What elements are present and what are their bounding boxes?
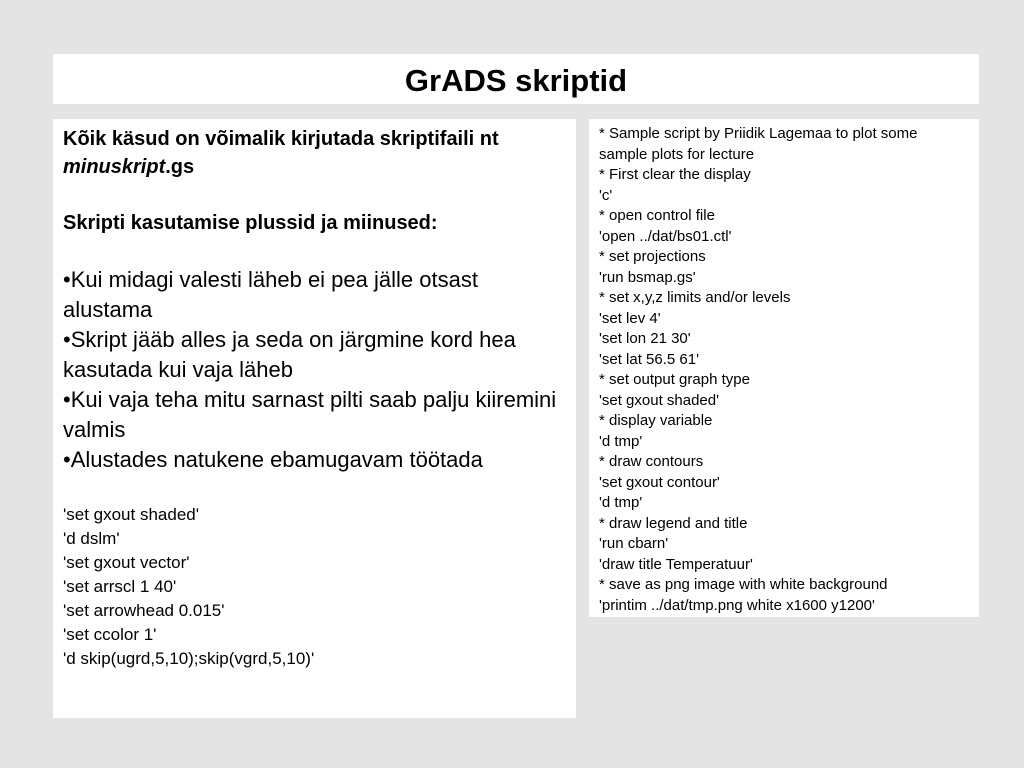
- intro-filename: minuskript: [63, 156, 166, 178]
- script-line: * set projections: [599, 248, 706, 265]
- script-line: 'set lon 21 30': [599, 330, 691, 347]
- script-line: 'open ../dat/bs01.ctl': [599, 227, 732, 245]
- code-line: 'set ccolor 1': [63, 625, 157, 644]
- script-line: 'c': [599, 186, 613, 204]
- code-line: 'set gxout shaded': [63, 505, 199, 524]
- script-line: * save as png image with white background: [599, 576, 888, 593]
- title-panel: [53, 54, 979, 104]
- script-line: 'd tmp': [599, 494, 643, 511]
- script-line: * draw contours: [599, 453, 704, 470]
- code-line: 'set arrowhead 0.015': [63, 601, 225, 620]
- script-line: 'd tmp': [599, 432, 643, 450]
- script-line: 'set lev 4': [599, 309, 661, 327]
- script-line: * display variable: [599, 412, 713, 429]
- script-line: 'printim ../dat/tmp.png white x1600 y1200': [599, 596, 875, 614]
- bullet-item: •Kui midagi valesti läheb ei pea jälle otsast alustama: [63, 267, 478, 322]
- pros-cons-heading: Skripti kasutamise plussid ja miinused:: [63, 212, 438, 234]
- bullet-item: •Alustades natukene ebamugavam töötada: [63, 447, 483, 472]
- script-line: 'draw title Temperatuur': [599, 555, 753, 573]
- bullet-item: •Kui vaja teha mitu sarnast pilti saab palju kiiremini valmis: [63, 387, 557, 442]
- code-line: 'set arrscl 1 40': [63, 577, 177, 596]
- left-panel: [53, 119, 576, 718]
- script-line: * set x,y,z limits and/or levels: [599, 289, 791, 306]
- code-line: 'd skip(ugrd,5,10);skip(vgrd,5,10)': [63, 649, 315, 668]
- script-line: 'set gxout contour': [599, 473, 720, 491]
- script-line: * First clear the display: [599, 166, 751, 183]
- script-line: 'run cbarn': [599, 535, 669, 552]
- script-line: 'set gxout shaded': [599, 391, 719, 409]
- script-line: * draw legend and title: [599, 514, 748, 532]
- script-line: sample plots for lecture: [599, 145, 755, 163]
- intro-heading: [63, 125, 566, 181]
- code-example: [63, 503, 566, 671]
- slide-title: GrADS skriptid: [404, 62, 628, 98]
- bullet-list: [63, 265, 566, 475]
- script-line: 'set lat 56.5 61': [599, 350, 699, 368]
- intro-extension: .gs: [165, 156, 195, 178]
- bullet-item: •Skript jääb alles ja seda on järgmine kord hea kasutada kui vaja läheb: [63, 327, 516, 382]
- script-line: 'run bsmap.gs': [599, 268, 696, 286]
- code-line: 'd dslm': [63, 529, 120, 548]
- script-line: * open control file: [599, 207, 715, 224]
- script-line: * Sample script by Priidik Lagemaa to plot some: [599, 125, 918, 142]
- intro-prefix: Kõik käsud on võimalik kirjutada skriptifaili nt: [63, 128, 499, 150]
- code-line: 'set gxout vector': [63, 553, 190, 572]
- script-panel: [589, 119, 979, 617]
- script-line: * set output graph type: [599, 371, 750, 388]
